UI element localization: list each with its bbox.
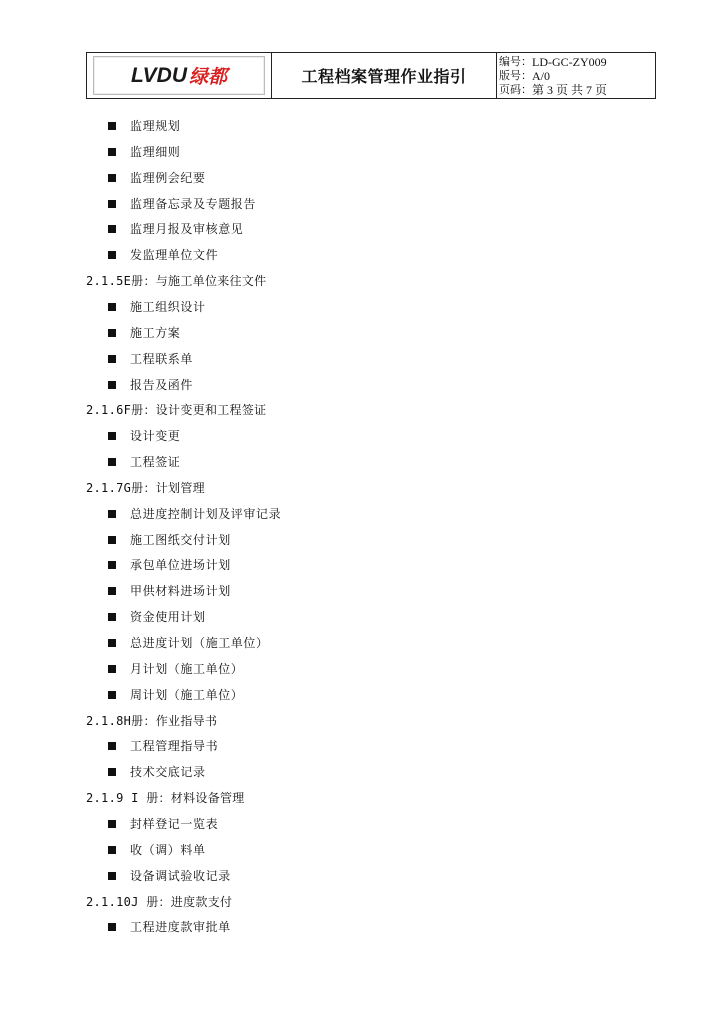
logo-chinese-text: 绿都 xyxy=(189,66,228,88)
document-title: 工程档案管理作业指引 xyxy=(272,53,497,98)
list-item xyxy=(108,920,231,934)
list-item-text: 监理细则 xyxy=(130,145,181,159)
list-item xyxy=(108,352,193,366)
square-bullet-icon xyxy=(108,381,116,389)
list-item-text: 监理备忘录及专题报告 xyxy=(130,197,257,211)
list-item-text: 周计划（施工单位） xyxy=(130,688,244,702)
list-item-text: 技术交底记录 xyxy=(130,765,206,779)
list-item xyxy=(108,119,180,133)
list-item xyxy=(108,662,243,676)
list-item-text: 监理月报及审核意见 xyxy=(130,222,244,236)
list-item-text: 设计变更 xyxy=(130,429,181,443)
list-item-text: 施工图纸交付计划 xyxy=(130,533,231,547)
list-item-text: 工程联系单 xyxy=(130,352,194,366)
square-bullet-icon xyxy=(108,561,116,569)
list-item xyxy=(108,869,231,883)
logo-latin-text: LVDU xyxy=(130,63,187,87)
square-bullet-icon xyxy=(108,510,116,518)
list-item-text: 收（调）料单 xyxy=(130,843,206,857)
document-header xyxy=(86,52,656,99)
list-item xyxy=(108,171,206,185)
list-item xyxy=(108,429,180,443)
list-item xyxy=(108,610,206,624)
square-bullet-icon xyxy=(108,742,116,750)
list-item xyxy=(108,765,206,779)
list-item-text: 月计划（施工单位） xyxy=(130,662,244,676)
list-item xyxy=(108,817,218,831)
list-item-text: 监理例会纪要 xyxy=(130,171,206,185)
list-item-text: 设备调试验收记录 xyxy=(130,869,231,883)
list-item xyxy=(108,636,269,650)
list-item xyxy=(108,248,218,262)
doc-code-line xyxy=(499,55,655,69)
list-item-text: 封样登记一览表 xyxy=(130,817,219,831)
square-bullet-icon xyxy=(108,768,116,776)
square-bullet-icon xyxy=(108,251,116,259)
section-heading: 2.1.9 I 册：材料设备管理 xyxy=(86,791,245,805)
section-heading: 2.1.8H册：作业指导书 xyxy=(86,714,218,728)
square-bullet-icon xyxy=(108,587,116,595)
section-heading: 2.1.10J 册：进度款支付 xyxy=(86,895,233,909)
square-bullet-icon xyxy=(108,432,116,440)
square-bullet-icon xyxy=(108,458,116,466)
list-item-text: 工程签证 xyxy=(130,455,181,469)
list-item xyxy=(108,326,180,340)
square-bullet-icon xyxy=(108,225,116,233)
square-bullet-icon xyxy=(108,329,116,337)
company-logo xyxy=(93,56,265,95)
list-item-text: 监理规划 xyxy=(130,119,181,133)
list-item-text: 发监理单位文件 xyxy=(130,248,219,262)
square-bullet-icon xyxy=(108,613,116,621)
square-bullet-icon xyxy=(108,923,116,931)
doc-page-label: 页码： xyxy=(499,83,532,96)
list-item-text: 总进度控制计划及评审记录 xyxy=(130,507,282,521)
list-item xyxy=(108,145,180,159)
list-item xyxy=(108,688,243,702)
square-bullet-icon xyxy=(108,148,116,156)
list-item xyxy=(108,739,218,753)
list-item xyxy=(108,533,231,547)
square-bullet-icon xyxy=(108,872,116,880)
document-meta xyxy=(497,53,655,98)
square-bullet-icon xyxy=(108,846,116,854)
doc-page-line xyxy=(499,83,655,97)
list-item xyxy=(108,584,231,598)
list-item-text: 甲供材料进场计划 xyxy=(130,584,231,598)
logo-cell xyxy=(87,53,272,98)
list-item-text: 工程管理指导书 xyxy=(130,739,219,753)
square-bullet-icon xyxy=(108,174,116,182)
list-item xyxy=(108,558,231,572)
square-bullet-icon xyxy=(108,691,116,699)
list-item-text: 总进度计划（施工单位） xyxy=(130,636,269,650)
list-item xyxy=(108,197,256,211)
list-item-text: 工程进度款审批单 xyxy=(130,920,231,934)
section-heading: 2.1.6F册：设计变更和工程签证 xyxy=(86,403,267,417)
doc-code-value: LD-GC-ZY009 xyxy=(532,55,607,69)
square-bullet-icon xyxy=(108,355,116,363)
list-item-text: 报告及函件 xyxy=(130,378,194,392)
doc-version-line xyxy=(499,69,655,83)
doc-version-label: 版号： xyxy=(499,69,532,82)
section-heading: 2.1.7G册：计划管理 xyxy=(86,481,205,495)
list-item xyxy=(108,507,281,521)
doc-code-label: 编号： xyxy=(499,55,532,68)
square-bullet-icon xyxy=(108,122,116,130)
square-bullet-icon xyxy=(108,665,116,673)
list-item-text: 施工组织设计 xyxy=(130,300,206,314)
doc-version-value: A/0 xyxy=(532,69,550,83)
section-heading: 2.1.5E册：与施工单位来往文件 xyxy=(86,274,267,288)
list-item-text: 承包单位进场计划 xyxy=(130,558,231,572)
square-bullet-icon xyxy=(108,639,116,647)
square-bullet-icon xyxy=(108,820,116,828)
list-item xyxy=(108,378,193,392)
doc-page-value: 第 3 页 共 7 页 xyxy=(532,83,608,97)
list-item-text: 施工方案 xyxy=(130,326,181,340)
square-bullet-icon xyxy=(108,200,116,208)
list-item xyxy=(108,222,243,236)
list-item xyxy=(108,843,206,857)
square-bullet-icon xyxy=(108,303,116,311)
list-item xyxy=(108,300,206,314)
list-item xyxy=(108,455,180,469)
list-item-text: 资金使用计划 xyxy=(130,610,206,624)
square-bullet-icon xyxy=(108,536,116,544)
